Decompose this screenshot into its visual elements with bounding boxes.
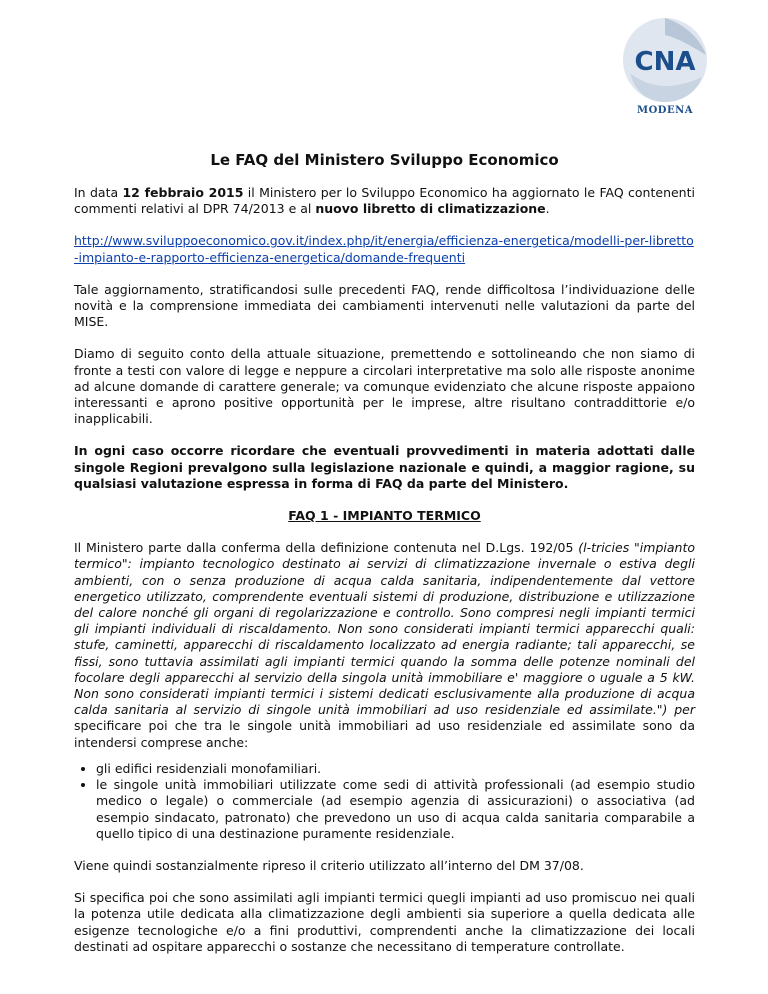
faq1-heading: FAQ 1 - IMPIANTO TERMICO (288, 508, 481, 524)
page-title: Le FAQ del Ministero Sviluppo Economico (210, 151, 559, 169)
warning-paragraph: In ogni caso occorre ricordare che eventuali provvedimenti in materia adottati dalle singole Regioni prevalgono sulla legislazione nazionale e quindi, a maggior ragione, su qualsiasi valutazione espressa in forma di FAQ da parte del Ministero. (74, 443, 695, 491)
intro-paragraph: In data 12 febbraio 2015 il Ministero per lo Sviluppo Economico ha aggiornato le FAQ contenenti commenti relativi al DPR 74/2013 e al nuovo libretto di climatizzazione. (74, 185, 695, 217)
intro-date: 12 febbraio 2015 (122, 185, 244, 200)
criteria-paragraph: Viene quindi sostanzialmente ripreso il criterio utilizzato all’interno del DM 37/08. (74, 857, 584, 873)
faq1-list (74, 761, 695, 842)
intro-libretto: nuovo libretto di climatizzazione (315, 201, 546, 217)
faq1-paragraph: Il Ministero parte dalla conferma della definizione contenuta nel D.Lgs. 192/05 (l-tricies "impianto termico": impianto tecnologico destinato ai servizi di climatizzazione invernale o estiva degli ambienti, con o senza produzione di acqua calda sanitaria, indipendentemente dal vettore energetico utilizzato, comprendente eventuali sistemi di produzione, distribuzione e utilizzazione del calore nonché gli organi di regolarizzazione e controllo. Sono compresi negli impianti termici gli impianti individuali di riscaldamento. Non sono considerati impianti termici apparecchi quali: stufe, caminetti, apparecchi di riscaldamento localizzato ad energia radiante; tali apparecchi, se fissi, sono tuttavia assimilati agli impianti termici quando la somma delle potenze nominali del focolare degli apparecchi al servizio della singola unità immobiliare e' maggiore o uguale a 5 kW. Non sono considerati impianti termici i sistemi dedicati esclusivamente alla produzione di acqua calda sanitaria al servizio di singole unità immobiliari ad uso residenziale ed assimilate.") per specificare poi che tra le singole unità immobiliari ad uso residenziale ed assimilate sono da intendersi comprese anche: (74, 540, 695, 750)
document-body (74, 151, 695, 971)
list-item: • le singole unità immobiliari utilizzate come sedi di attività professionali (ad esempio studio medico o legale) o commerciale (ad esempio agenzia di assicurazioni) o associativa (ad esempio sindacato, patronato) che prevedono un uso di acqua calda sanitaria comparabile a quello tipico di una destinazione puramente residenziale. (96, 777, 695, 842)
cna-logo-emblem-icon (620, 15, 710, 105)
list-item: • gli edifici residenziali monofamiliari. (96, 761, 695, 777)
cna-modena-logo (620, 15, 710, 115)
situation-paragraph: Diamo di seguito conto della attuale situazione, premettendo e sottolineando che non siamo di fronte a testi con valore di legge e neppure a circolari interpretative ma solo alle risposte anonime ad alcune domande di carattere generale; va comunque evidenziato che alcune risposte appaiono interessanti e aprono positive opportunità per le imprese, altre risultano contraddittorie e/o inapplicabili. (74, 346, 695, 427)
faq1-definition: (l-tricies "impianto termico": impianto tecnologico destinato ai servizi di climatizzazione invernale o estiva degli ambienti, con o senza produzione di acqua calda sanitaria, indipendentemente dal vettore energetico utilizzato, comprendente eventuali sistemi di produzione, distribuzione e utilizzazione del calore nonché gli organi di regolarizzazione e controllo. Sono compresi negli impianti termici gli impianti individuali di riscaldamento. Non sono considerati impianti termici apparecchi quali: stufe, caminetti, apparecchi di riscaldamento localizzato ad energia radiante; tali apparecchi, se fissi, sono tuttavia assimilati agli impianti termici quando la somma delle potenze nominali del focolare degli apparecchi al servizio della singola unità immobiliare e' maggiore o uguale a 5 kW. Non sono considerati impianti termici i sistemi dedicati esclusivamente alla produzione di acqua calda sanitaria al servizio di singole unità immobiliari ad uso residenziale ed assimilate.") per (74, 540, 695, 718)
logo-subtitle: MODENA (637, 105, 693, 116)
assimilated-paragraph: Si specifica poi che sono assimilati agli impianti termici quegli impianti ad uso promiscuo nei quali la potenza utile dedicata alla climatizzazione degli ambienti sia superiore a quella dedicata alle esigenze tecnologiche e/o a fini produttivi, comprendenti anche la climatizzazione dei locali destinati ad ospitare apparecchi o sostanze che necessitano di temperature controllate. (74, 890, 695, 954)
update-paragraph: Tale aggiornamento, stratificandosi sulle precedenti FAQ, rende difficoltosa l’individuazione delle novità e la comprensione immediata dei cambiamenti intervenuti nelle valutazioni da parte del MISE. (74, 281, 695, 330)
logo-text: CNA (634, 47, 696, 77)
faq-link[interactable]: http://www.sviluppoeconomico.gov.it/index.php/it/energia/efficienza-energetica/modelli-per-libretto-impianto-e-rapporto-efficienza-energetica/domande-frequenti (74, 233, 694, 265)
